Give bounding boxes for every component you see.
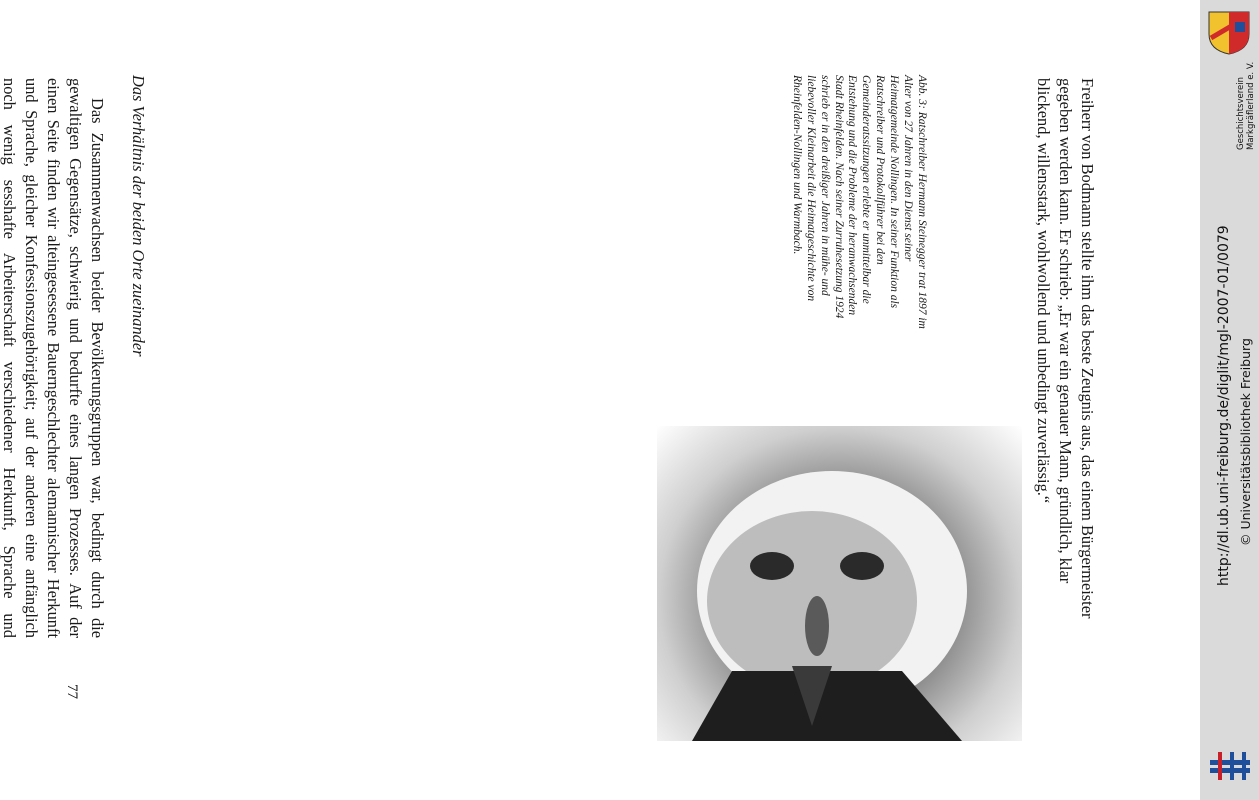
paragraph-top: Freiherr von Bodmann stellte ihm das beste Zeugnis aus, das einem Bürgermeister gegeben werden kann. Er schrieb: „Er war ein genauer Mann, gründlich, klar blickend, willensstark, wohlwollend und unbedingt zuverlässig.“ (1034, 78, 1097, 619)
digital-library-logo-icon (1208, 748, 1252, 784)
society-name-line2: Markgräflerland e. V. (1246, 61, 1256, 150)
paragraph-1: Das Zusammenwachsen beider Bevölkerungsgruppen war, bedingt durch die gewaltigen Gegensätze, schwierig und bedurfte eines langen Prozesses. Auf der einen Seite finden wir alteingesessene Bauerngeschlechter alemannischer Herkunft und Sprache, gleicher Konfessionszugehörigkeit; auf der anderen eine anfänglich noch wenig sesshafte Arbeiterschaft verschiedener Herkunft, Sprache und (0, 78, 107, 638)
section-heading: Das Verhältnis der beiden Orte zueinander (129, 75, 148, 357)
text-block-main (0, 78, 108, 638)
photo-caption: Abb. 3: Ratschreiber Hermann Steinegger trat 1897 im Alter von 27 Jahren in den Dienst seiner Heimatgemeinde Nollingen. In seiner Funktion als Ratschreiber und Protokollführer bei den Gemeinderatssitzungen erlebte er unmittelbar die Entstehung und die Probleme der heranwachsenden Stadt Rheinfelden. Nach seiner Zurruhesetzung 1924 schrieb er in den dreißiger Jahren in mühe- und liebevoller Kleinarbeit die Heimatgeschichte von Rheinfelden-Nollingen und Warmbach. (790, 75, 928, 329)
coat-of-arms-icon (1205, 8, 1253, 56)
source-url-link[interactable]: http://dl.ub.uni-freiburg.de/diglit/mgl-2007-01/0079 (1216, 225, 1232, 586)
text-block-top (1032, 78, 1098, 638)
society-name-line1: Geschichtsverein (1236, 76, 1246, 150)
page-number: 77 (64, 684, 80, 699)
copyright-notice: © Universitätsbibliothek Freiburg (1238, 338, 1253, 546)
portrait-photo (657, 426, 1022, 741)
